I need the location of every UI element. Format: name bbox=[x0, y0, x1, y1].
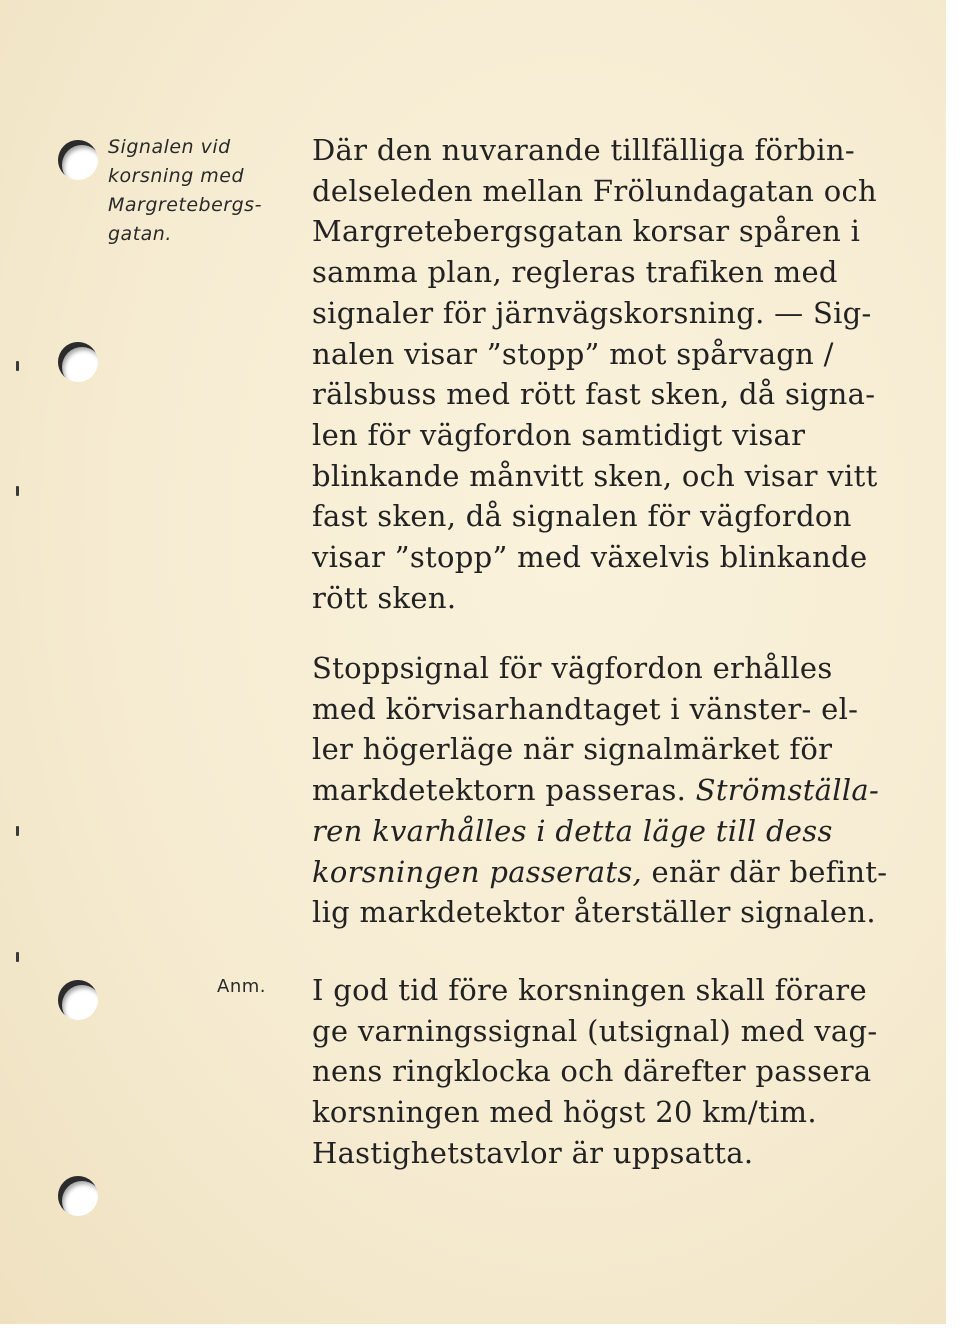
text-line: fast sken, då signalen för vägfordon bbox=[312, 499, 852, 534]
italic-text-segment: korsningen passerats, bbox=[312, 854, 643, 889]
paragraph-warning bbox=[312, 970, 878, 1174]
text-line: signaler för järnvägskorsning. — Sig- bbox=[312, 295, 872, 330]
text-line: Stoppsignal för vägfordon erhålles bbox=[312, 651, 833, 685]
binder-mark bbox=[16, 826, 19, 836]
text-line: ge varningssignal (utsignal) med vag- bbox=[312, 1013, 878, 1048]
text-line: Margretebergsgatan korsar spåren i bbox=[312, 214, 861, 249]
text-line: lig markdetektor återställer signalen. bbox=[312, 895, 876, 930]
text-line bbox=[312, 811, 852, 852]
italic-text-segment: ren kvarhålles i detta läge till dess bbox=[312, 813, 833, 848]
text-line: rött sken. bbox=[312, 580, 457, 615]
text-line bbox=[312, 770, 880, 811]
text-line bbox=[312, 852, 888, 893]
binder-mark bbox=[16, 952, 19, 962]
text-line: samma plan, regleras trafiken med bbox=[312, 255, 838, 290]
text-line: I god tid före korsningen skall förare bbox=[312, 973, 867, 1007]
binder-hole-4 bbox=[58, 1176, 98, 1216]
binder-mark bbox=[16, 486, 19, 496]
text-line: med körvisarhandtaget i vänster- el- bbox=[312, 691, 859, 726]
text-line: visar ”stopp” med växelvis blinkande bbox=[312, 540, 868, 575]
text-line: Där den nuvarande tillfälliga förbin- bbox=[312, 133, 855, 167]
scan-border-bottom bbox=[0, 1324, 960, 1334]
margin-note-line: Signalen vid bbox=[108, 136, 231, 158]
text-line: rälsbuss med rött fast sken, då signa- bbox=[312, 377, 876, 412]
text-line: Hastighetstavlor är uppsatta. bbox=[312, 1135, 754, 1170]
text-line: blinkande månvitt sken, och visar vitt bbox=[312, 458, 878, 493]
binder-hole-3 bbox=[58, 980, 98, 1020]
text-line: nalen visar ”stopp” mot spårvagn / bbox=[312, 336, 834, 371]
text-line: delseleden mellan Frölundagatan och bbox=[312, 173, 877, 208]
text-line: nens ringklocka och därefter passera bbox=[312, 1054, 872, 1089]
margin-note-line: Margretebergs- bbox=[108, 194, 262, 216]
text-line: korsningen med högst 20 km/tim. bbox=[312, 1095, 817, 1130]
margin-note-anm bbox=[217, 972, 266, 1001]
paragraph-stop-signal bbox=[312, 648, 888, 933]
binder-hole-1 bbox=[58, 140, 98, 180]
binder-mark bbox=[16, 361, 19, 371]
text-line: ler högerläge när signalmärket för bbox=[312, 732, 833, 767]
margin-note-signal bbox=[108, 133, 262, 249]
text-line: len för vägfordon samtidigt visar bbox=[312, 417, 806, 452]
paragraph-signals bbox=[312, 130, 878, 618]
text-segment: enär där befint- bbox=[642, 854, 888, 889]
margin-note-line: korsning med bbox=[108, 165, 245, 187]
scan-border-right bbox=[946, 0, 960, 1334]
text-segment: markdetektorn passeras. bbox=[312, 773, 696, 808]
anm-label: Anm. bbox=[217, 976, 266, 997]
italic-text-segment: Strömställa- bbox=[695, 773, 880, 808]
binder-hole-2 bbox=[58, 342, 98, 382]
margin-note-line: gatan. bbox=[108, 223, 172, 245]
